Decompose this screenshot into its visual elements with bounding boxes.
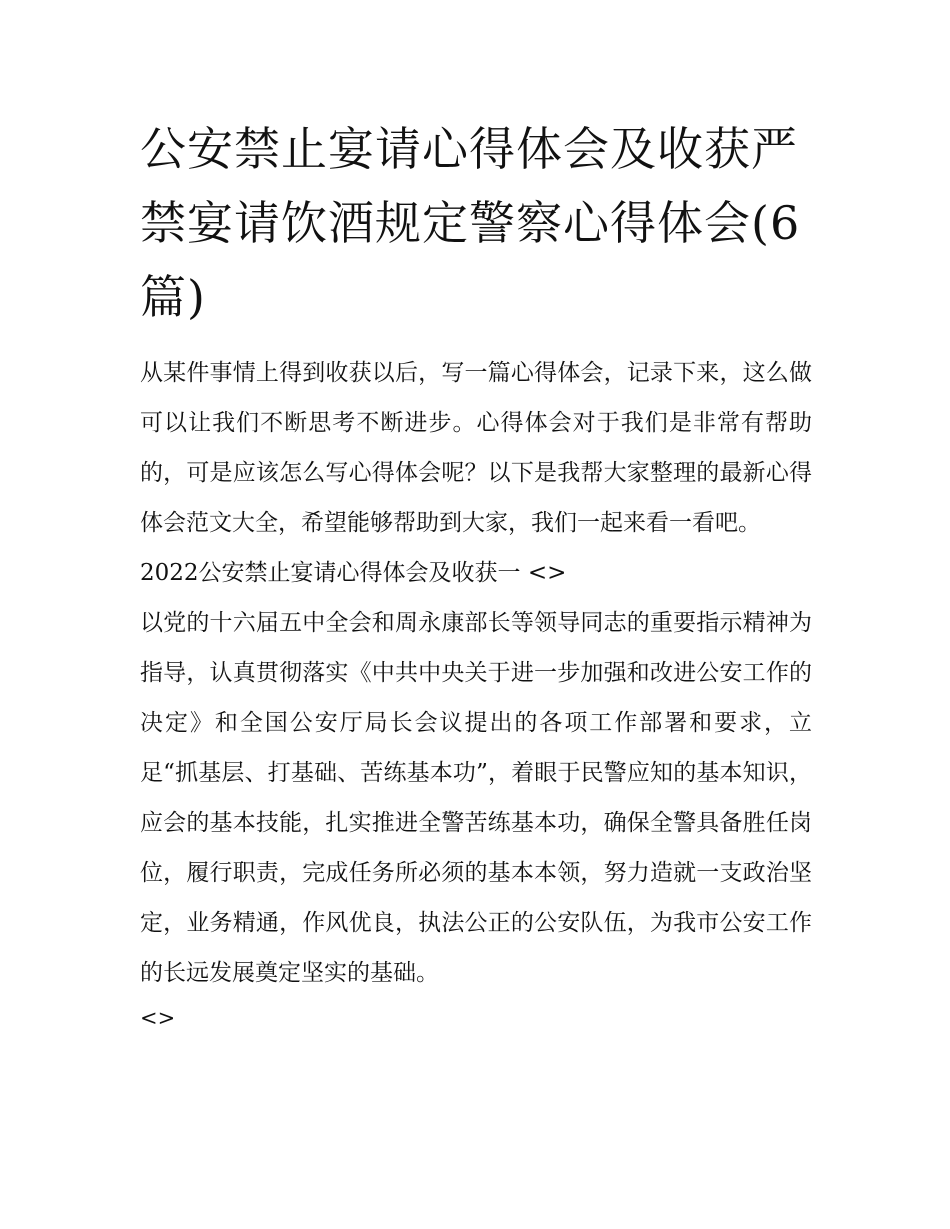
document-content bbox=[140, 112, 812, 1038]
intro-paragraph: 从某件事情上得到收获以后，写一篇心得体会，记录下来，这么做可以让我们不断思考不断进步。心得体会对于我们是非常有帮助的，可是应该怎么写心得体会呢？以下是我帮大家整理的最新心得体会范文大全，希望能够帮助到大家，我们一起来看一看吧。 bbox=[140, 360, 812, 536]
section-heading: 2022公安禁止宴请心得体会及收获一 <> bbox=[140, 560, 567, 586]
document-title: 公安禁止宴请心得体会及收获严禁宴请饮酒规定警察心得体会(6篇) bbox=[140, 122, 801, 324]
end-marker: <> bbox=[140, 1006, 176, 1030]
body-paragraph: 以党的十六届五中全会和周永康部长等领导同志的重要指示精神为指导，认真贯彻落实《中共中央关于进一步加强和改进公安工作的决定》和全国公安厅局长会议提出的各项工作部署和要求，立足“抓基层、打基础、苦练基本功”，着眼于民警应知的基本知识，应会的基本技能，扎实推进全警苦练基本功，确保全警具备胜任岗位，履行职责，完成任务所必须的基本本领，努力造就一支政治坚定，业务精通，作风优良，执法公正的公安队伍，为我市公安工作的长远发展奠定坚实的基础。 bbox=[140, 610, 812, 986]
